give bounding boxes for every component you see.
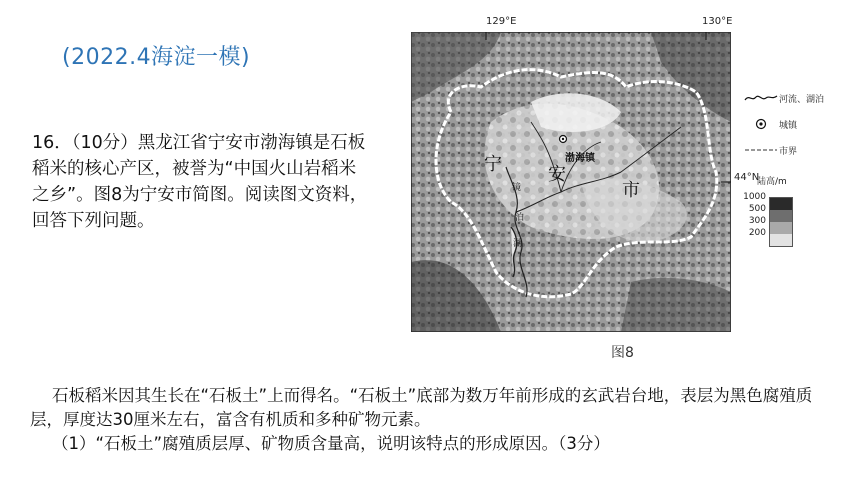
lon-label-130: 130°E	[702, 16, 733, 27]
legend-elevation-title: 陆高/m	[757, 177, 787, 187]
elevation-swatch	[770, 234, 792, 246]
elevation-color-bar	[769, 197, 793, 247]
legend-river	[743, 88, 853, 108]
map-legend	[743, 88, 853, 247]
background-paragraph: 石板稻米因其生长在“石板土”上而得名。“石板土”底部为数万年前形成的玄武岩台地，表层为黑色腐殖质层，厚度达30厘米左右，富含有机质和多种矿物元素。	[30, 386, 813, 429]
city-label-shi: 市	[622, 180, 640, 201]
elevation-scale	[743, 191, 853, 247]
figure-caption: 图8	[611, 345, 634, 361]
lake-label-jing: 镜	[512, 183, 522, 193]
legend-boundary	[743, 140, 853, 160]
elevation-level: 200	[748, 228, 766, 238]
city-label-ning: 宁	[484, 154, 502, 175]
ningan-map-image	[411, 32, 731, 332]
bohai-town-label: 渤海镇	[565, 153, 595, 164]
boundary-line-icon	[743, 143, 779, 157]
elevation-level: 300	[748, 216, 766, 226]
legend-town	[743, 114, 853, 134]
legend-boundary-label: 市界	[779, 146, 798, 157]
elevation-swatch	[770, 222, 792, 234]
city-label-an: 安	[548, 164, 566, 185]
lat-label-44: 44°N	[734, 172, 760, 183]
lake-label-po: 泊	[515, 213, 525, 223]
town-symbol-icon	[743, 117, 779, 131]
legend-town-label: 城镇	[779, 120, 798, 131]
elevation-swatch	[770, 198, 792, 210]
lon-label-129: 129°E	[486, 16, 517, 27]
elevation-level: 500	[748, 204, 766, 214]
slide-title: (2022.4海淀一模)	[62, 45, 251, 70]
legend-river-label: 河流、湖泊	[779, 94, 825, 105]
lake-label-hu: 湖	[513, 239, 523, 249]
body-text	[30, 384, 840, 456]
river-lake-icon	[743, 91, 779, 105]
elevation-swatch	[770, 210, 792, 222]
elevation-level: 1000	[743, 192, 766, 202]
question-intro: 16．（10分）黑龙江省宁安市渤海镇是石板稻米的核心产区，被誉为“中国火山岩稻米之乡”。图8为宁安市简图。阅读图文资料，回答下列问题。	[32, 133, 368, 231]
question-1: （1）“石板土”腐殖质层厚、矿物质含量高，说明该特点的形成原因。（3分）	[52, 434, 610, 453]
